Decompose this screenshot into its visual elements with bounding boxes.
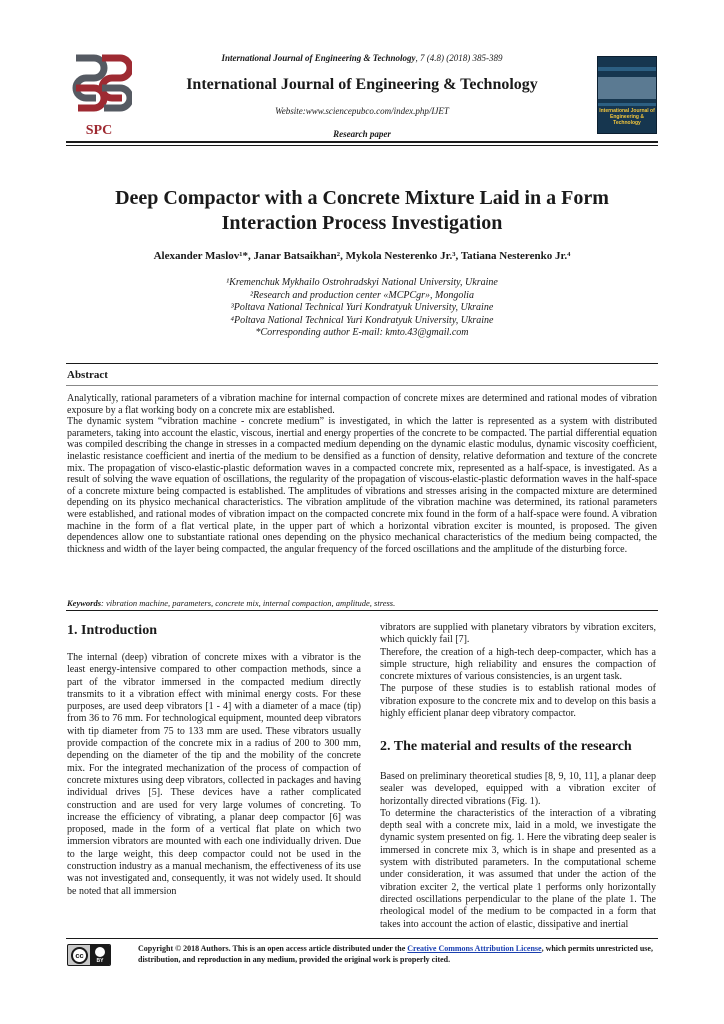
- abstract-rule-mid: [66, 385, 658, 386]
- right-paragraph-1: vibrators are supplied with planetary vibrators by vibration exciters, which quickly fail [7].: [380, 622, 656, 646]
- right-column-top: [380, 622, 656, 720]
- copyright-text-start: Copyright © 2018 Authors. This is an open access article distributed under the: [138, 944, 408, 953]
- abstract-paragraph-1: Analytically, rational parameters of a vibration machine for internal compaction of concrete mixes are determined and rational modes of vibration exposure by a flat working body on a concrete mix are established.: [67, 393, 657, 416]
- abstract-heading: Abstract: [67, 369, 108, 381]
- material-column: [380, 771, 656, 931]
- paper-title-line2: Interaction Process Investigation: [221, 212, 503, 234]
- cc-icon: cc: [71, 947, 88, 964]
- abstract-rule-bottom: [66, 610, 658, 611]
- cover-title-line2: Engineering & Technology: [610, 114, 644, 126]
- abstract-paragraph-2: The dynamic system “vibration machine - concrete medium” is investigated, in which the latter is represented as a system with distributed parameters, taking into account the elastic, viscous, inertial and energy properties of the concrete to be compacted. The partial differential equation was compiled describing the change in stresses in a compacted medium depending on the dynamic elastic modulus, dynamic viscosity coefficient, inelastic resistance coefficient and inertia of the medium to be densified as a function of density, relative deformation and texture of the concrete mix. The propagation of visco-elastic-plastic deformation waves in a compacted concrete mix, represented as a half-space, is investigated. As a result of solving the wave equation of oscillations, the regularity of the propagation of viscous-elastic-plastic deformation waves in the half-space of a concrete mixture being compacted is established. The amplitudes of vibrations and stresses arising in the compacted mixture are determined depending on its physico mechanical characteristics. The vibration amplitude of the vibration machine was determined, its rational parameters were established, and rational modes of vibration impact on the compacted concrete mix found in the form of a half-space were found. A vibration machine in the form of a flat vertical plate, in the upper part of which a horizontal vibration exciter is mounted, is proposed. The given dependences allow one to substantiate rational ones depending on the physico mechanical characteristics of the medium being compacted, the thickness and width of the layer being compacted, the angular frequency of the forced oscillations and the amplitude of the disturbing force.: [67, 416, 657, 555]
- intro-heading: 1. Introduction: [67, 623, 157, 638]
- journal-cover-image: [597, 56, 657, 134]
- copyright-notice: [138, 944, 658, 965]
- person-icon: [95, 947, 105, 957]
- header-rule: [66, 141, 658, 143]
- right-paragraph-2: Therefore, the creation of a high-tech deep-compacter, which has a simple structure, high reliability and ensures the compaction of concrete mixtures of various consistencies, is an urgent task.: [380, 646, 656, 683]
- intro-paragraph: The internal (deep) vibration of concrete mixes with a vibrator is the least energy-intensive compared to other compaction methods, since a part of the vibrator immersed in the compacted medium directly transmits to it a vibration effect with minimal energy costs. For these purposes, are used deep vibrators [1 - 4] with a diameter of a mace (tip) from 36 to 76 mm. For technological equipment, mounted deep vibrators with tip diameter from 75 to 133 mm are used. These vibrators usually provide compaction of the concrete mix in a radius of 200 to 300 mm, depending on the diameter of the tip and the mobility of the concrete mix. For the integrated mechanization of the process of compaction of concrete mixtures using deep vibrators, collected in packages and having individual drives [5]. These devices have a rather complicated construction and are used for very large volumes of concreting. To increase the efficiency of vibrating, a planar deep compactor [6] was proposed, made in the form of a vertical flat plate on which two immersion vibrators are mounted with each one individually driven. Due to the large weight, this deep compactor could not be used in the construction industry as a manual mechanism, the effectiveness of its use was not investigated and, consequently, it was not widely used. It should be noted that all immersion: [67, 652, 361, 897]
- affiliation-3: ³Poltava National Technical Yuri Kondratyuk University, Ukraine: [230, 302, 494, 313]
- paper-title-line1: Deep Compactor with a Concrete Mixture Laid in a Form: [115, 187, 609, 209]
- right-paragraph-3: The purpose of these studies is to establish rational modes of vibration exposure to the concrete mix and to develop on this basis a highly efficient planar deep vibratory compactor.: [380, 683, 656, 720]
- paper-title: [60, 186, 664, 236]
- material-paragraph-1: Based on preliminary theoretical studies [8, 9, 10, 11], a planar deep sealer was developed, equipped with a vibration exciter of horizontally directed vibrations (Fig. 1).: [380, 771, 656, 807]
- paper-type: Research paper: [333, 129, 391, 139]
- cc-by-license-badge[interactable]: [67, 944, 111, 966]
- abstract-rule-top: [66, 363, 658, 364]
- citation-journal: International Journal of Engineering & Technology: [221, 53, 416, 63]
- citation-volume: , 7 (4.8) (2018) 385-389: [415, 53, 503, 63]
- journal-title: International Journal of Engineering & Technology: [186, 76, 538, 93]
- affiliations: [0, 277, 724, 340]
- cover-title-line1: International Journal of: [599, 108, 655, 114]
- corresponding-author[interactable]: *Corresponding author E-mail: kmto.43@gmail.com: [255, 327, 469, 338]
- spc-logo: [66, 54, 132, 138]
- intro-column: [67, 652, 361, 898]
- author-list: Alexander Maslov¹*, Janar Batsaikhan², Mykola Nesterenko Jr.³, Tatiana Nesterenko Jr.⁴: [153, 250, 571, 262]
- by-label: BY: [96, 958, 104, 964]
- keywords-text: : vibration machine, parameters, concrete mix, internal compaction, amplitude, stress.: [101, 598, 396, 608]
- logo-text: SPC: [85, 123, 113, 138]
- affiliation-4: ⁴Poltava National Technical Yuri Kondratyuk University, Ukraine: [230, 314, 494, 326]
- material-paragraph-2: To determine the characteristics of the interaction of a vibrating depth seal with a concrete mix, laid in a mold, we investigate the dynamic system presented on fig. 1. Here the vibrating deep sealer is immersed in concrete mix 3, which is in shape and presented as a system with distributed parameters. In the computational scheme under consideration, it was assumed that under the action of the vibration exciter 2, the vertical plate 1 performs only horizontally directed oscillations perpendicular to the plane of the plate 1. The rheological model of the medium to be compacted in a form that takes into account the action of elastic, dissipative and inertial: [380, 807, 656, 930]
- affiliation-1: ¹Kremenchuk Mykhailo Ostrohradskyi National University, Ukraine: [226, 277, 498, 288]
- abstract-body: [67, 393, 657, 555]
- header-rule-thin: [66, 145, 658, 146]
- material-heading: 2. The material and results of the research: [380, 739, 632, 754]
- affiliation-2: ²Research and production center «MCPCgr», Mongolia: [250, 289, 474, 301]
- copyright-text-end: , which permits unrestricted use, distribution, and reproduction in any medium, provided the original work is properly cited.: [138, 944, 653, 964]
- keywords: [67, 598, 657, 608]
- journal-website[interactable]: Website:www.sciencepubco.com/index.php/IJET: [275, 106, 449, 116]
- license-link[interactable]: Creative Commons Attribution License: [407, 944, 542, 953]
- footer-rule: [66, 938, 658, 939]
- keywords-label: Keywords: [67, 598, 101, 608]
